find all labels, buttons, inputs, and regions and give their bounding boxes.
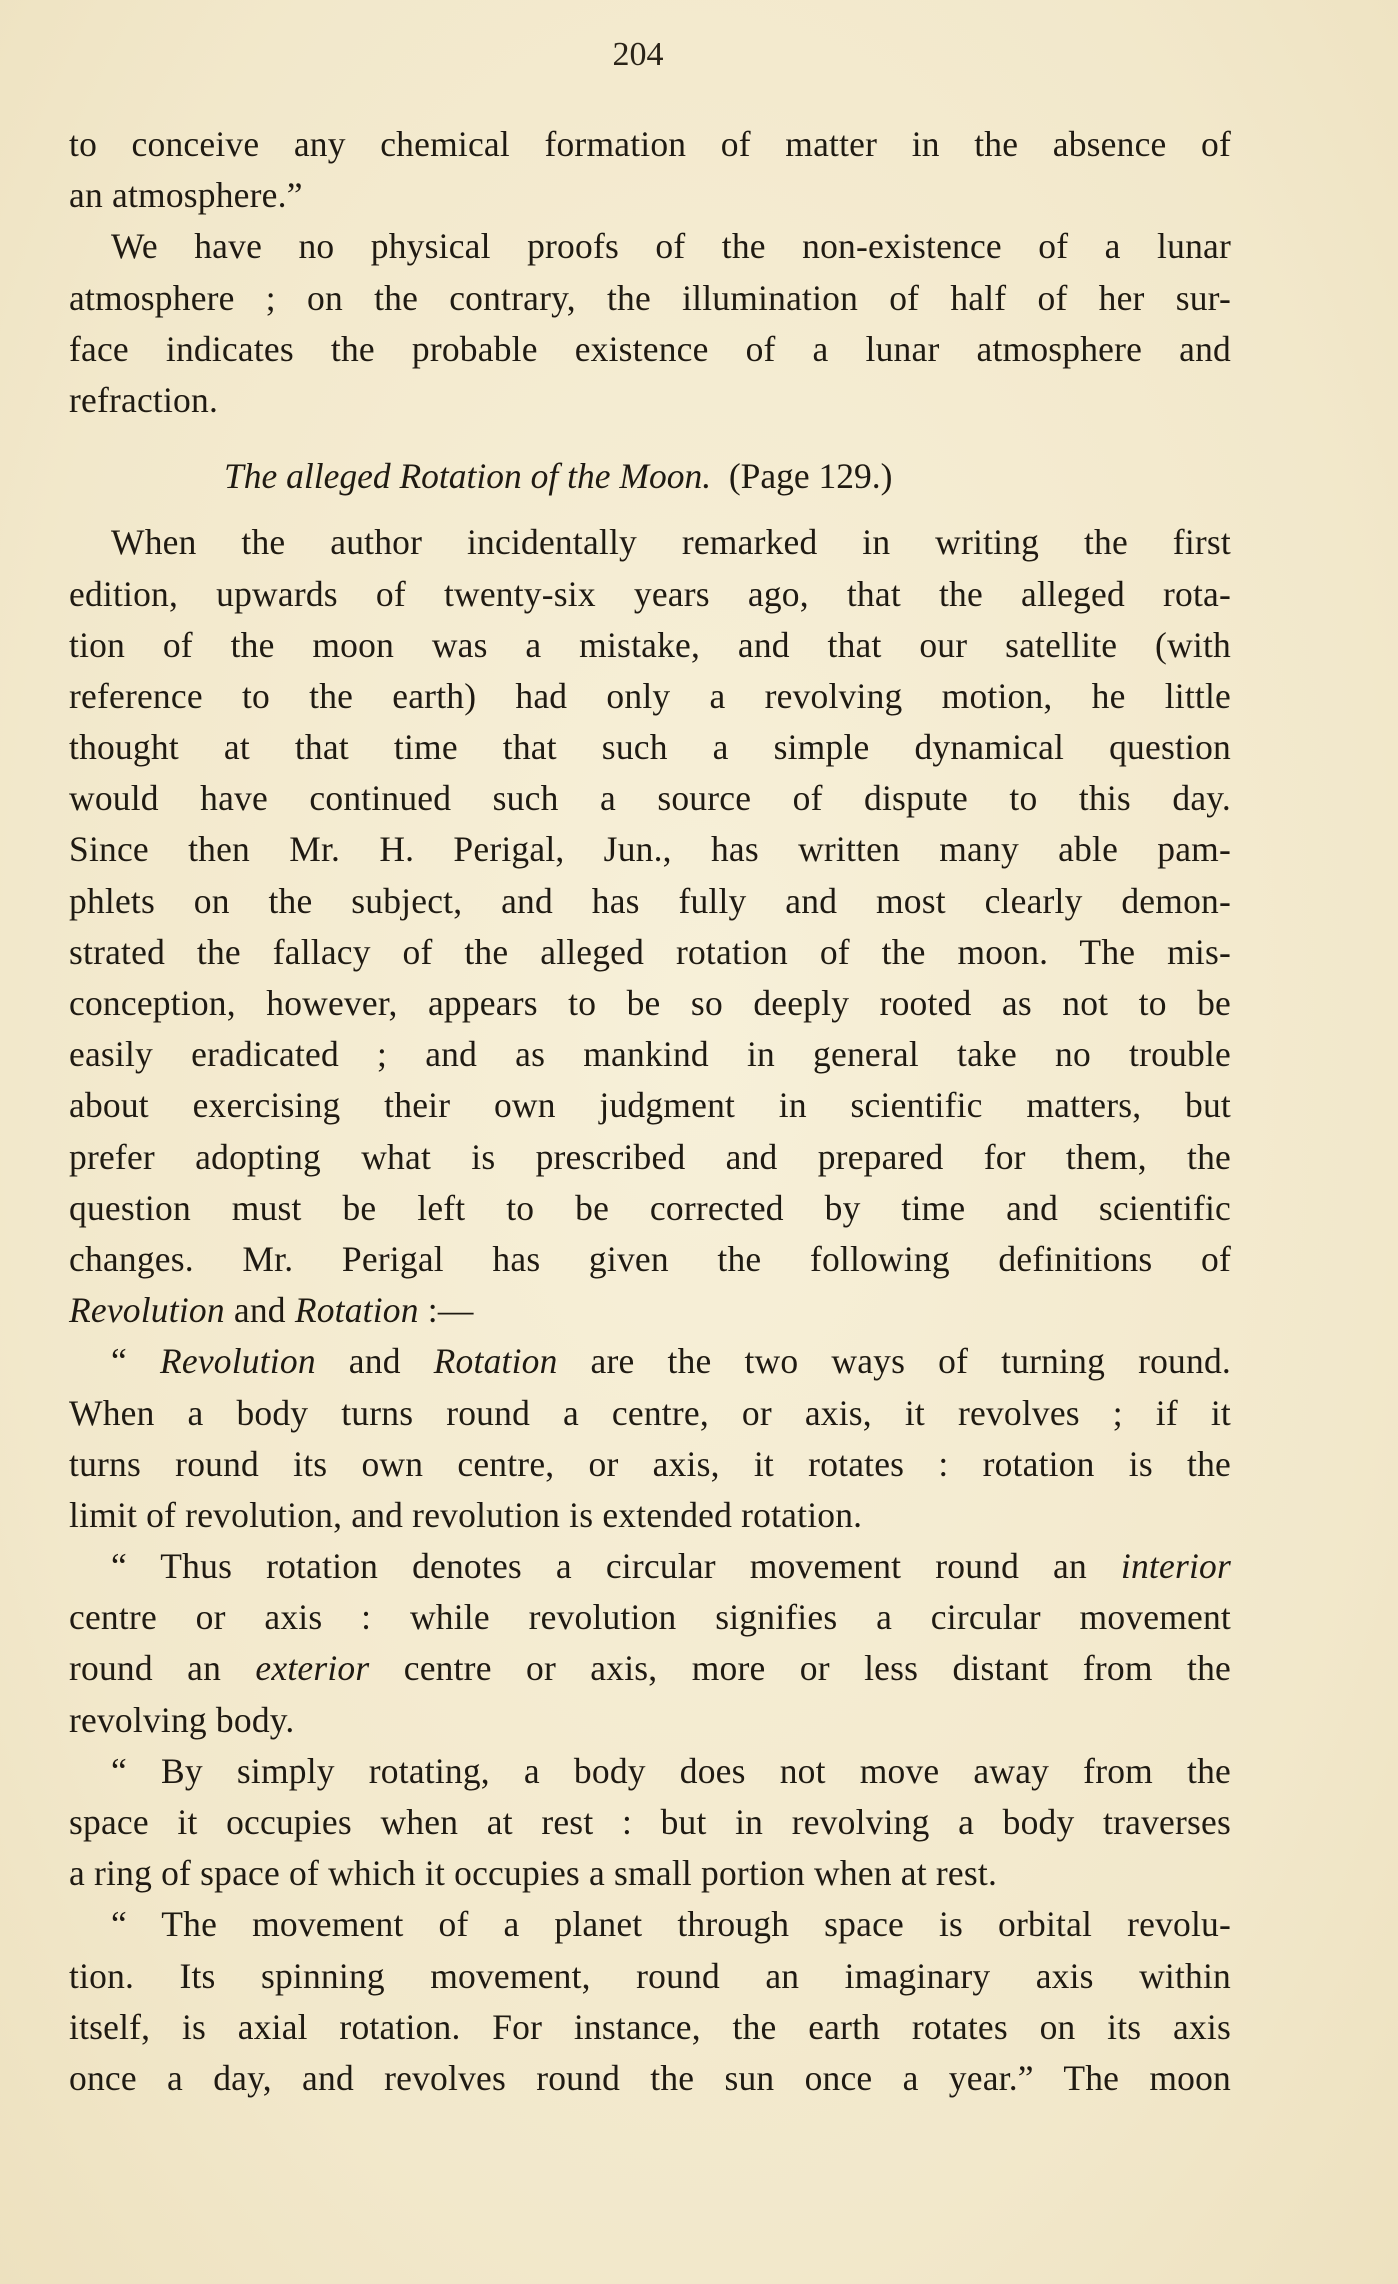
text-line: would have continued such a source of dispute to this day.	[69, 778, 1231, 819]
text-line: limit of revolution, and revolution is extended rotation.	[69, 1494, 863, 1535]
text-line	[69, 1285, 1231, 1336]
text-line: We have no physical proofs of the non-existence of a lunar	[111, 226, 1231, 267]
text-line: tion of the moon was a mistake, and that our satellite (with	[69, 624, 1231, 665]
text-line: reference to the earth) had only a revolving motion, he little	[69, 675, 1231, 716]
text-fragment: and	[224, 1290, 295, 1331]
text-line	[69, 1541, 1231, 1592]
text-line	[69, 1336, 1231, 1387]
text-line: When the author incidentally remarked in writing the first	[111, 522, 1231, 563]
text-line: changes. Mr. Perigal has given the following definitions of	[69, 1238, 1231, 1279]
open-quote: “	[111, 1341, 160, 1382]
text-line	[69, 1643, 1231, 1694]
section-heading-title: The alleged Rotation of the Moon.	[224, 456, 712, 497]
page-text	[69, 119, 1231, 2104]
text-fragment: centre or axis, more or less distant from the	[369, 1648, 1231, 1689]
text-fragment: :—	[418, 1290, 474, 1331]
section-heading	[69, 451, 1231, 502]
text-line: thought at that time that such a simple dynamical question	[69, 727, 1231, 768]
text-line: space it occupies when at rest : but in revolving a body traverses	[69, 1802, 1231, 1842]
text-line: to conceive any chemical formation of matter in the absence of	[69, 124, 1231, 164]
term-rotation: Rotation	[433, 1341, 558, 1382]
text-line: an atmosphere.”	[69, 175, 303, 216]
term-revolution: Revolution	[159, 1341, 316, 1382]
text-line: phlets on the subject, and has fully and most clearly demon-	[69, 880, 1231, 921]
text-fragment: are the two ways of turning round.	[557, 1341, 1231, 1382]
text-line: “ By simply rotating, a body does not move away from the	[111, 1750, 1231, 1791]
text-line: Since then Mr. H. Perigal, Jun., has written many able pam-	[69, 829, 1231, 870]
text-line: atmosphere ; on the contrary, the illumination of half of her sur-	[69, 277, 1231, 318]
text-fragment: round an	[69, 1648, 256, 1689]
text-line: strated the fallacy of the alleged rotation of the moon. The mis-	[69, 931, 1231, 972]
text-line: “ The movement of a planet through space is orbital revolu-	[111, 1904, 1231, 1945]
text-line: easily eradicated ; and as mankind in general take no trouble	[69, 1034, 1231, 1075]
term-interior: interior	[1120, 1546, 1231, 1587]
term-exterior: exterior	[255, 1648, 370, 1689]
text-fragment: and	[315, 1341, 434, 1382]
text-fragment: “ Thus rotation denotes a circular movement round an	[111, 1546, 1121, 1587]
text-line: edition, upwards of twenty-six years ago, that the alleged rota-	[69, 573, 1231, 614]
text-line: tion. Its spinning movement, round an imaginary axis within	[69, 1955, 1231, 1996]
text-line: itself, is axial rotation. For instance, the earth rotates on its axis	[69, 2006, 1231, 2047]
text-line: revolving body.	[69, 1699, 295, 1740]
text-line: once a day, and revolves round the sun once a year.” The moon	[69, 2057, 1231, 2098]
text-line: When a body turns round a centre, or axis, it revolves ; if it	[69, 1392, 1231, 1433]
term-rotation: Rotation	[294, 1290, 419, 1331]
page-number: 204	[612, 36, 664, 73]
text-line: prefer adopting what is prescribed and prepared for them, the	[69, 1136, 1231, 1177]
text-line: centre or axis : while revolution signifies a circular movement	[69, 1597, 1231, 1638]
text-line: turns round its own centre, or axis, it rotates : rotation is the	[69, 1443, 1231, 1484]
text-line: conception, however, appears to be so deeply rooted as not to be	[69, 983, 1231, 1023]
text-line: refraction.	[69, 379, 219, 420]
text-line: question must be left to be corrected by time and scientific	[69, 1187, 1231, 1228]
text-line: face indicates the probable existence of a lunar atmosphere and	[69, 328, 1231, 369]
text-line: a ring of space of which it occupies a small portion when at rest.	[69, 1853, 998, 1894]
section-heading-page-ref: (Page 129.)	[728, 456, 893, 497]
text-line: about exercising their own judgment in scientific matters, but	[69, 1085, 1231, 1126]
term-revolution: Revolution	[69, 1290, 225, 1331]
